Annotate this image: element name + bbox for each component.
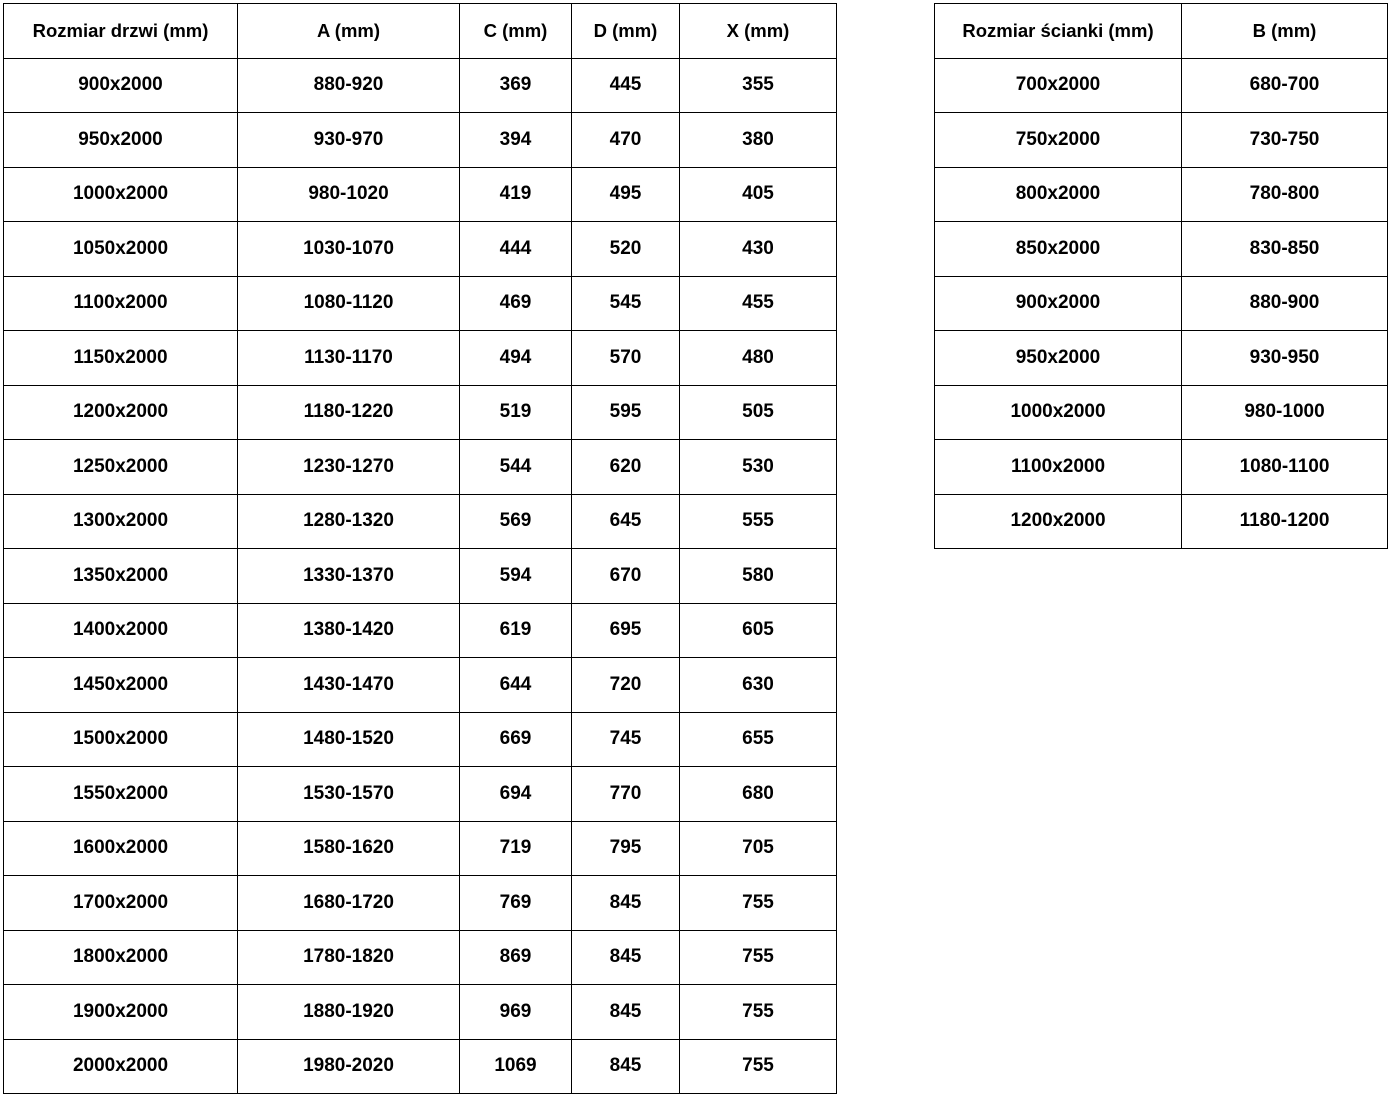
cell-x: 755 — [680, 1039, 837, 1094]
cell-d: 620 — [572, 440, 680, 495]
cell-c: 544 — [460, 440, 572, 495]
cell-door-size: 900x2000 — [4, 58, 238, 113]
cell-door-size: 1250x2000 — [4, 440, 238, 495]
cell-wall-size: 1200x2000 — [935, 494, 1182, 549]
cell-x: 630 — [680, 658, 837, 713]
cell-c: 669 — [460, 712, 572, 767]
cell-d: 545 — [572, 276, 680, 331]
cell-a: 1130-1170 — [238, 331, 460, 386]
cell-b: 1180-1200 — [1182, 494, 1388, 549]
table-row — [935, 385, 1388, 440]
cell-x: 355 — [680, 58, 837, 113]
table-row — [4, 658, 837, 713]
cell-a: 1230-1270 — [238, 440, 460, 495]
table-header-row — [4, 4, 837, 59]
cell-x: 755 — [680, 876, 837, 931]
cell-c: 469 — [460, 276, 572, 331]
cell-b: 1080-1100 — [1182, 440, 1388, 495]
cell-a: 980-1020 — [238, 167, 460, 222]
cell-d: 795 — [572, 821, 680, 876]
column-header-d: D (mm) — [572, 4, 680, 59]
cell-wall-size: 900x2000 — [935, 276, 1182, 331]
cell-x: 480 — [680, 331, 837, 386]
cell-c: 394 — [460, 113, 572, 168]
cell-d: 770 — [572, 767, 680, 822]
cell-c: 969 — [460, 985, 572, 1040]
cell-b: 980-1000 — [1182, 385, 1388, 440]
cell-c: 369 — [460, 58, 572, 113]
cell-c: 694 — [460, 767, 572, 822]
cell-x: 680 — [680, 767, 837, 822]
cell-door-size: 1800x2000 — [4, 930, 238, 985]
table-row — [4, 1039, 837, 1094]
cell-door-size: 1350x2000 — [4, 549, 238, 604]
cell-c: 444 — [460, 222, 572, 277]
cell-a: 1080-1120 — [238, 276, 460, 331]
wall-dimensions-table — [934, 3, 1388, 549]
cell-d: 470 — [572, 113, 680, 168]
cell-d: 495 — [572, 167, 680, 222]
table-row — [4, 603, 837, 658]
cell-d: 845 — [572, 930, 680, 985]
table-header-row — [935, 4, 1388, 59]
cell-x: 555 — [680, 494, 837, 549]
cell-a: 1780-1820 — [238, 930, 460, 985]
cell-door-size: 1550x2000 — [4, 767, 238, 822]
table-row — [4, 549, 837, 604]
cell-door-size: 1200x2000 — [4, 385, 238, 440]
cell-door-size: 1500x2000 — [4, 712, 238, 767]
cell-d: 845 — [572, 876, 680, 931]
table-row — [935, 58, 1388, 113]
table-row — [935, 494, 1388, 549]
cell-a: 1330-1370 — [238, 549, 460, 604]
column-header-b: B (mm) — [1182, 4, 1388, 59]
cell-a: 930-970 — [238, 113, 460, 168]
cell-wall-size: 1100x2000 — [935, 440, 1182, 495]
cell-c: 1069 — [460, 1039, 572, 1094]
table-row — [4, 167, 837, 222]
cell-d: 445 — [572, 58, 680, 113]
cell-door-size: 950x2000 — [4, 113, 238, 168]
table-row — [4, 821, 837, 876]
table-row — [4, 930, 837, 985]
cell-a: 1880-1920 — [238, 985, 460, 1040]
cell-c: 494 — [460, 331, 572, 386]
cell-x: 505 — [680, 385, 837, 440]
table-row — [935, 331, 1388, 386]
cell-x: 405 — [680, 167, 837, 222]
column-header-door-size: Rozmiar drzwi (mm) — [4, 4, 238, 59]
column-header-a: A (mm) — [238, 4, 460, 59]
cell-c: 594 — [460, 549, 572, 604]
doors-dimensions-table — [3, 3, 837, 1094]
cell-c: 619 — [460, 603, 572, 658]
cell-wall-size: 750x2000 — [935, 113, 1182, 168]
table-row — [4, 113, 837, 168]
cell-x: 430 — [680, 222, 837, 277]
cell-a: 880-920 — [238, 58, 460, 113]
cell-a: 1430-1470 — [238, 658, 460, 713]
cell-d: 645 — [572, 494, 680, 549]
cell-wall-size: 950x2000 — [935, 331, 1182, 386]
cell-wall-size: 1000x2000 — [935, 385, 1182, 440]
cell-a: 1680-1720 — [238, 876, 460, 931]
cell-door-size: 1050x2000 — [4, 222, 238, 277]
cell-a: 1280-1320 — [238, 494, 460, 549]
cell-a: 1480-1520 — [238, 712, 460, 767]
table-row — [4, 767, 837, 822]
cell-x: 655 — [680, 712, 837, 767]
cell-x: 605 — [680, 603, 837, 658]
table-row — [935, 222, 1388, 277]
table-row — [4, 385, 837, 440]
table-row — [4, 440, 837, 495]
cell-c: 869 — [460, 930, 572, 985]
cell-c: 419 — [460, 167, 572, 222]
cell-wall-size: 700x2000 — [935, 58, 1182, 113]
cell-b: 930-950 — [1182, 331, 1388, 386]
cell-door-size: 1150x2000 — [4, 331, 238, 386]
cell-b: 830-850 — [1182, 222, 1388, 277]
cell-x: 580 — [680, 549, 837, 604]
table-row — [935, 167, 1388, 222]
cell-x: 530 — [680, 440, 837, 495]
cell-door-size: 1900x2000 — [4, 985, 238, 1040]
cell-x: 705 — [680, 821, 837, 876]
table-row — [4, 222, 837, 277]
column-header-wall-size: Rozmiar ścianki (mm) — [935, 4, 1182, 59]
cell-x: 755 — [680, 985, 837, 1040]
table-row — [935, 113, 1388, 168]
cell-door-size: 1100x2000 — [4, 276, 238, 331]
cell-d: 670 — [572, 549, 680, 604]
cell-c: 719 — [460, 821, 572, 876]
table-row — [4, 331, 837, 386]
cell-c: 569 — [460, 494, 572, 549]
cell-x: 455 — [680, 276, 837, 331]
table-row — [4, 276, 837, 331]
cell-door-size: 1000x2000 — [4, 167, 238, 222]
cell-a: 1180-1220 — [238, 385, 460, 440]
table-row — [4, 58, 837, 113]
table-row — [4, 876, 837, 931]
cell-a: 1980-2020 — [238, 1039, 460, 1094]
cell-d: 745 — [572, 712, 680, 767]
cell-c: 519 — [460, 385, 572, 440]
cell-b: 780-800 — [1182, 167, 1388, 222]
column-header-x: X (mm) — [680, 4, 837, 59]
table-row — [4, 494, 837, 549]
cell-door-size: 2000x2000 — [4, 1039, 238, 1094]
cell-a: 1380-1420 — [238, 603, 460, 658]
cell-d: 695 — [572, 603, 680, 658]
cell-c: 769 — [460, 876, 572, 931]
cell-door-size: 1600x2000 — [4, 821, 238, 876]
cell-door-size: 1400x2000 — [4, 603, 238, 658]
cell-d: 570 — [572, 331, 680, 386]
cell-b: 730-750 — [1182, 113, 1388, 168]
table-row — [935, 276, 1388, 331]
table-row — [4, 985, 837, 1040]
cell-wall-size: 800x2000 — [935, 167, 1182, 222]
cell-wall-size: 850x2000 — [935, 222, 1182, 277]
table-row — [935, 440, 1388, 495]
cell-door-size: 1700x2000 — [4, 876, 238, 931]
cell-x: 755 — [680, 930, 837, 985]
cell-door-size: 1450x2000 — [4, 658, 238, 713]
cell-door-size: 1300x2000 — [4, 494, 238, 549]
cell-b: 680-700 — [1182, 58, 1388, 113]
cell-c: 644 — [460, 658, 572, 713]
cell-d: 720 — [572, 658, 680, 713]
cell-d: 845 — [572, 1039, 680, 1094]
table-row — [4, 712, 837, 767]
cell-b: 880-900 — [1182, 276, 1388, 331]
cell-a: 1580-1620 — [238, 821, 460, 876]
cell-a: 1530-1570 — [238, 767, 460, 822]
cell-d: 845 — [572, 985, 680, 1040]
column-header-c: C (mm) — [460, 4, 572, 59]
cell-x: 380 — [680, 113, 837, 168]
cell-d: 520 — [572, 222, 680, 277]
cell-d: 595 — [572, 385, 680, 440]
cell-a: 1030-1070 — [238, 222, 460, 277]
